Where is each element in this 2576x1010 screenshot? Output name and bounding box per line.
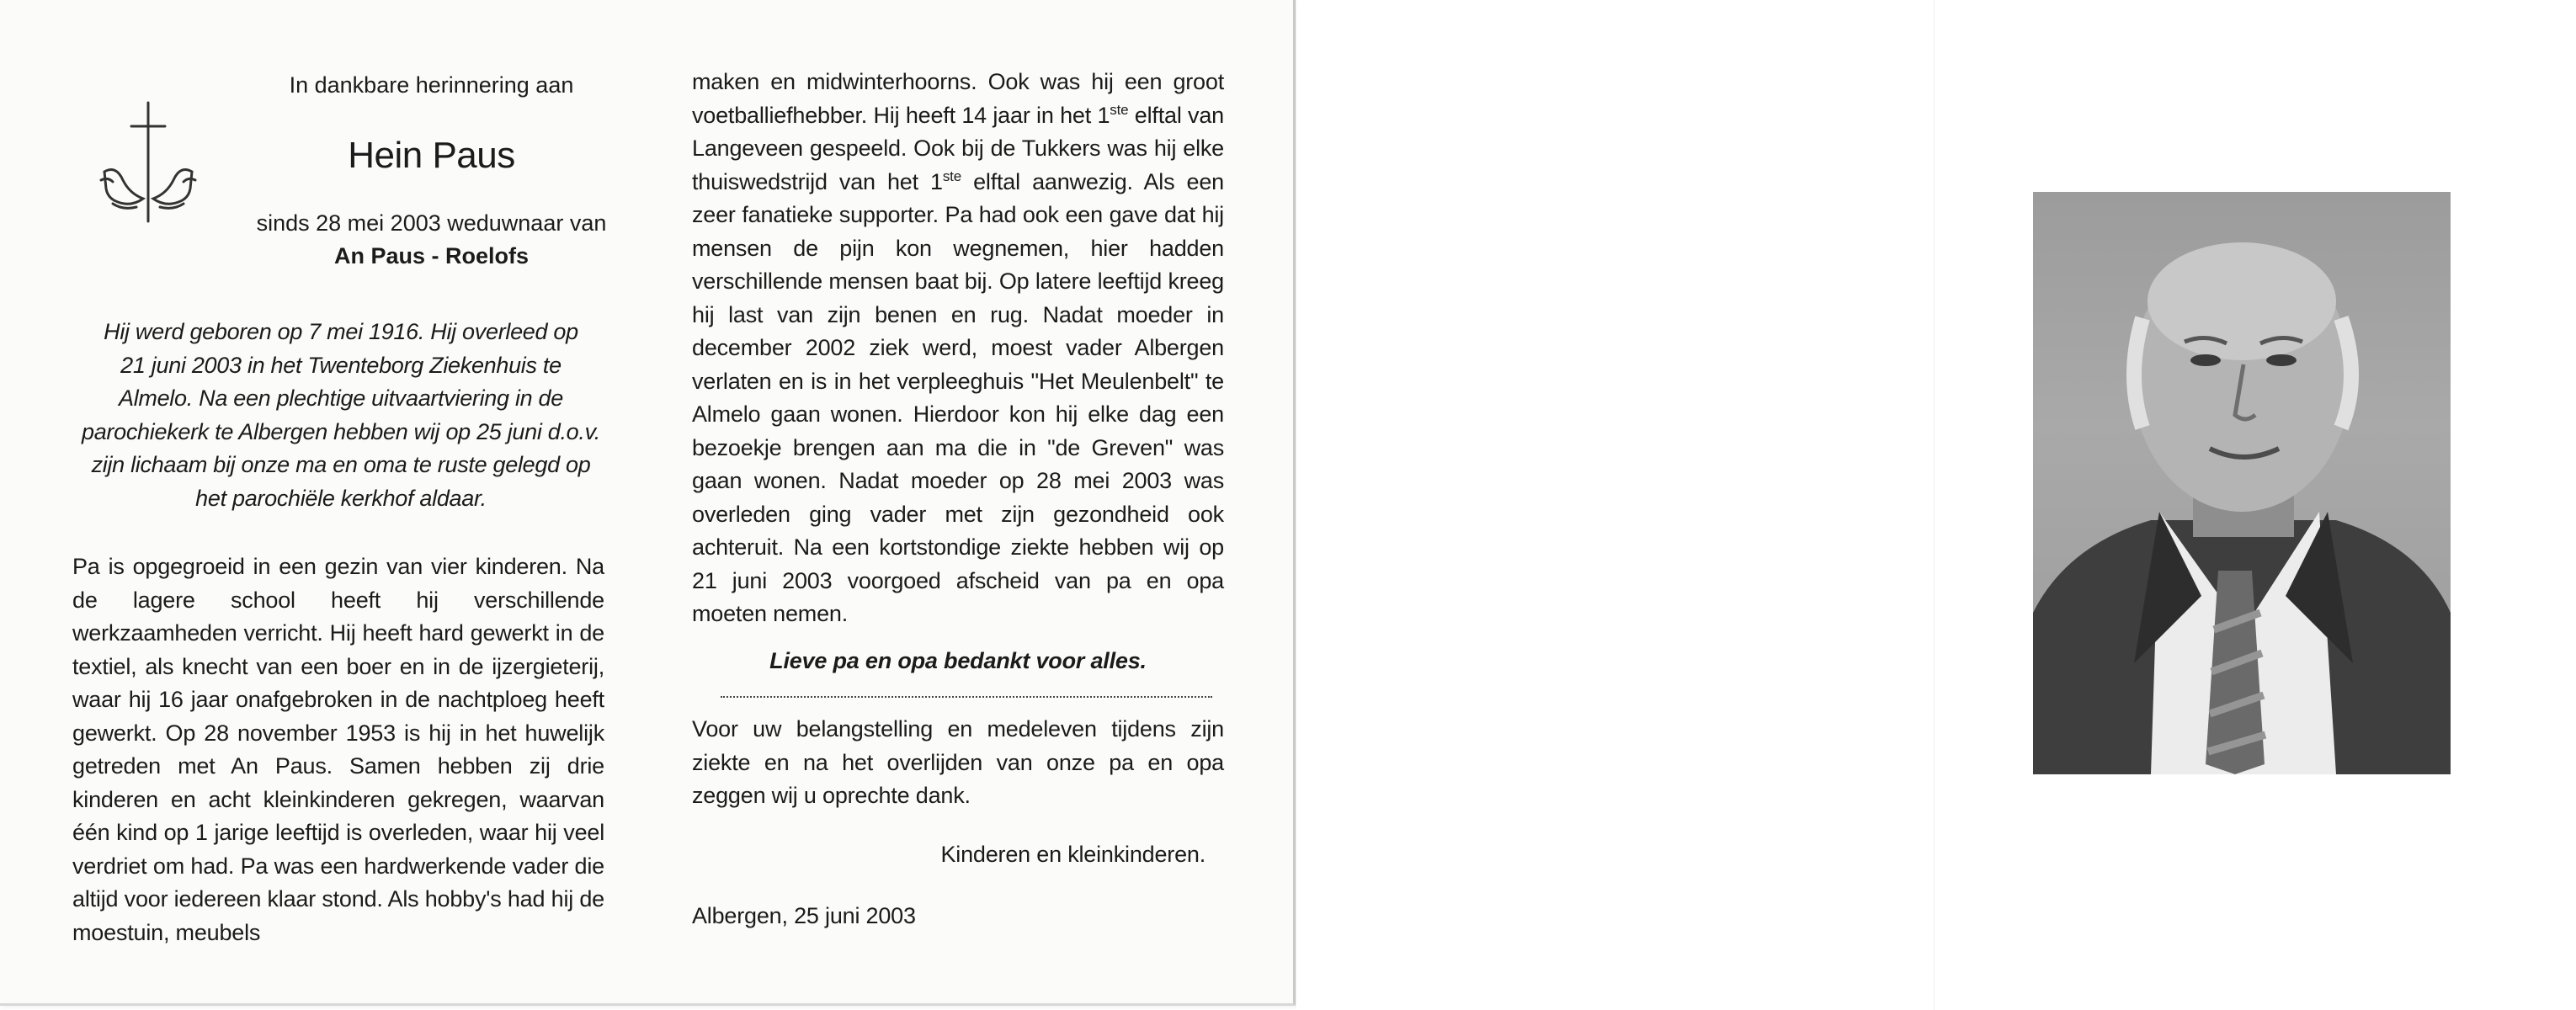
bio-paragraph	[67, 316, 615, 515]
farewell-line: Lieve pa en opa bedankt voor alles.	[769, 647, 1147, 673]
story-paragraph: Pa is opgegroeid in een gezin van vier kinderen. Na de lagere school heeft hij verschillende werkzaamheden verricht. Hij heeft hard gewerkt in de textiel, als knecht van een boer en in de ijzergieterij, waar hij 16 jaar onafgebroken in de nachtploeg heeft gewerkt. Op 28 november 1953 is hij in het huwelijk getreden met An Paus. Samen hebben zij drie kinderen en acht kleinkinderen gekregen, waarvan één kind op 1 jarige leeftijd is overleden, waar hij veel verdriet om had. Pa was een hardwerkende vader die altijd voor iedereen klaar stond. Als hobby's had hij de moestuin, meubels	[72, 554, 604, 945]
fold-line	[1934, 0, 1935, 1010]
story-paragraph-continued: maken en midwinterhoorns. Ook was hij een groot voetballiefhebber. Hij heeft 14 jaar in het 1ste elftal van Langeveen gespeeld. Ook bij de Tukkers was hij elke thuiswedstrijd van het 1ste elftal aanwezig. Als een zeer fanatieke supporter. Pa had ook een gave dat hij mensen de pijn kon wegnemen, hier hadden verschillende mensen baat bij. Op latere leeftijd kreeg hij last van zijn benen en rug. Nadat moeder in december 2002 ziek werd, moest vader Albergen verlaten en is in het verpleeghuis "Het Meulenbelt" te Almelo gaan wonen. Hierdoor kon hij elke dag een bezoekje brengen aan ma die in "de Greven" was gaan wonen. Nadat moeder op 28 mei 2003 was overleden ging vader met zijn gezondheid ook achteruit. Na een kortstondige ziekte hebben wij op 21 juni 2003 voorgoed afscheid van pa en opa moeten nemen.	[692, 69, 1224, 626]
bio-line: zijn lichaam bij onze ma en oma te ruste gelegd op	[91, 452, 591, 477]
dotted-divider	[721, 696, 1212, 698]
place-date: Albergen, 25 juni 2003	[692, 903, 916, 928]
portrait-photo	[2033, 192, 2451, 774]
widower-line: sinds 28 mei 2003 weduwnaar van	[256, 210, 607, 236]
bio-line: 21 juni 2003 in het Twenteborg Ziekenhuis te	[120, 352, 562, 378]
intro-line: In dankbare herinnering aan	[289, 72, 574, 98]
signature: Kinderen en kleinkinderen.	[940, 841, 1206, 867]
bio-line: parochiekerk te Albergen hebben wij op 25 juni d.o.v.	[81, 418, 600, 444]
bio-line: het parochiële kerkhof aldaar.	[195, 485, 487, 511]
spouse-name: An Paus - Roelofs	[333, 243, 530, 268]
bio-line: Hij werd geboren op 7 mei 1916. Hij overleed op	[104, 319, 578, 344]
story-right-column	[692, 66, 1224, 933]
story-left-column	[72, 550, 604, 949]
thanks-paragraph: Voor uw belangstelling en medeleven tijdens zijn ziekte en na het overlijden van onze pa en opa zeggen wij u oprechte dank.	[692, 716, 1224, 808]
portrait-figure	[2033, 192, 2451, 774]
cross-with-doves-icon	[98, 99, 199, 226]
bio-line: Almelo. Na een plechtige uitvaartviering in de	[118, 385, 563, 411]
deceased-name: Hein Paus	[348, 135, 515, 176]
